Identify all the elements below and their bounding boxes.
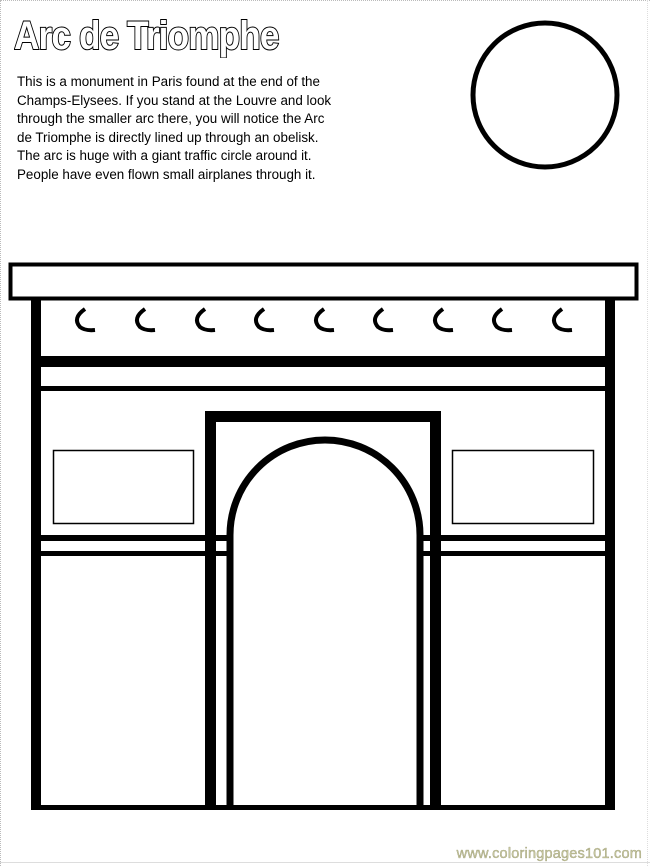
- arch-frame-top: [205, 411, 441, 422]
- thin-band: [41, 386, 605, 391]
- description-line: This is a monument in Paris found at the end of the: [17, 74, 320, 89]
- crescent-icon: [435, 309, 453, 330]
- impost-lines: [41, 535, 605, 556]
- crescent-icon: [554, 309, 572, 330]
- crescent-frieze: [77, 309, 572, 330]
- crescent-icon: [137, 309, 155, 330]
- description-line: Champs-Elysees. If you stand at the Louvre and look: [17, 92, 332, 108]
- blank-circle: [473, 23, 617, 167]
- crescent-icon: [77, 309, 95, 330]
- page-title: Arc de Triomphe: [14, 14, 279, 58]
- arch-frame-left: [205, 411, 216, 809]
- description-line: de Triomphe is directly lined up through an obelisk.: [17, 129, 319, 145]
- crescent-icon: [375, 309, 393, 330]
- base-line: [31, 805, 615, 810]
- right-outer-wall: [605, 299, 615, 809]
- right-window: [453, 451, 594, 524]
- arch-opening: [230, 440, 420, 809]
- description-line: through the smaller arc there, you will notice the Arc: [17, 111, 325, 127]
- cornice-slab: [11, 265, 637, 299]
- left-window: [54, 451, 194, 524]
- description-line: The arc is huge with a giant traffic circle around it.: [17, 148, 312, 164]
- arch-frame-right: [430, 411, 441, 809]
- thick-band: [41, 356, 605, 367]
- crescent-icon: [256, 309, 274, 330]
- crescent-icon: [197, 309, 215, 330]
- description-line: People have even flown small airplanes through it.: [17, 166, 316, 182]
- crescent-icon: [494, 309, 512, 330]
- footer-watermark: www.coloringpages101.com: [456, 846, 642, 862]
- left-outer-wall: [31, 299, 41, 809]
- crescent-icon: [316, 309, 334, 330]
